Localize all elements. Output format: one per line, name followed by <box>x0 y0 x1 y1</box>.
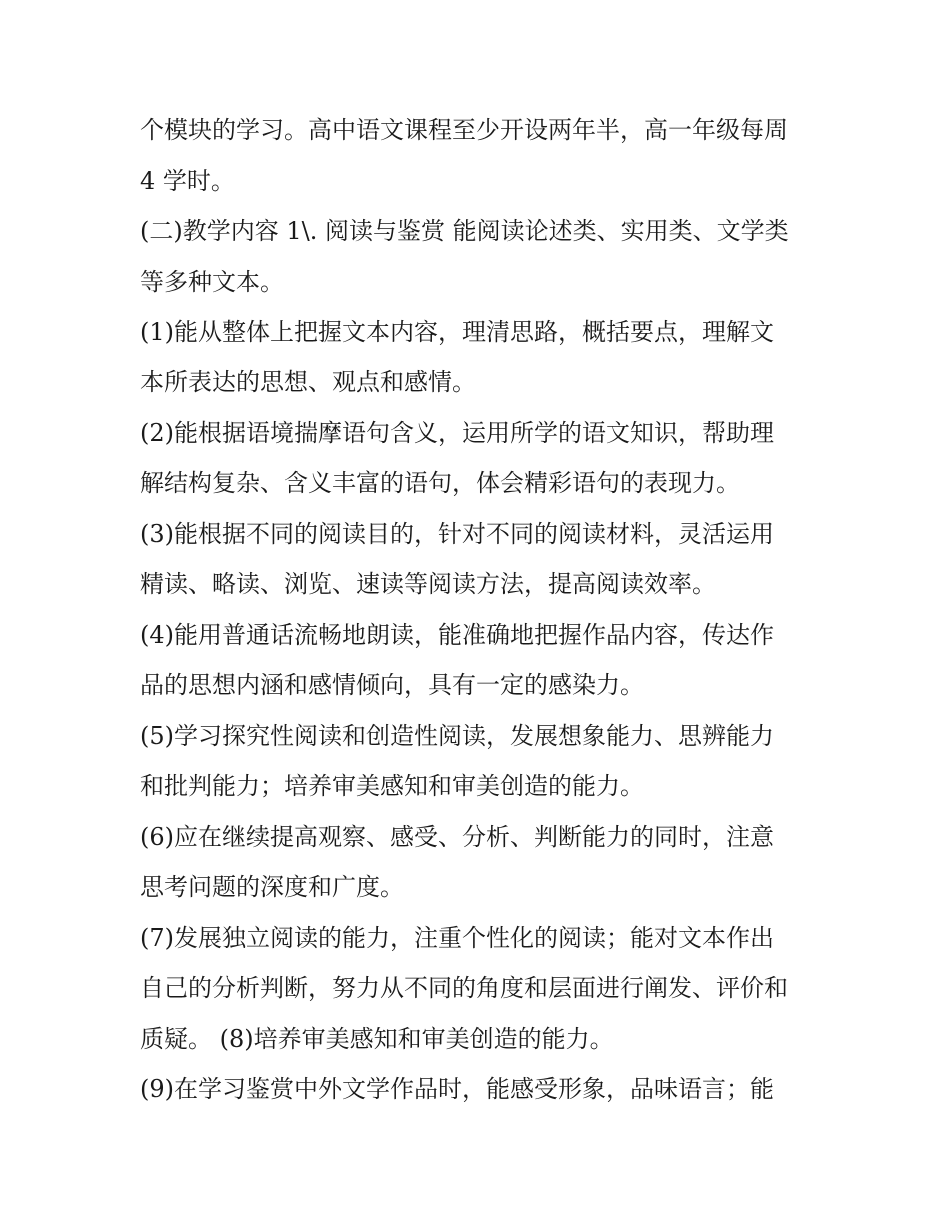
text-line: 等多种文本。 <box>140 268 284 296</box>
text-line: (2)能根据语境揣摩语句含义，运用所学的语文知识，帮助理 <box>140 419 774 447</box>
text-line: (7)发展独立阅读的能力，注重个性化的阅读；能对文本作出 <box>140 924 774 952</box>
text-line: (9)在学习鉴赏中外文学作品时，能感受形象，品味语言；能 <box>140 1075 774 1103</box>
text-line: 精读、略读、浏览、速读等阅读方法，提高阅读效率。 <box>140 570 716 598</box>
text-line: (3)能根据不同的阅读目的，针对不同的阅读材料，灵活运用 <box>140 520 774 548</box>
text-line: 个模块的学习。高中语文课程至少开设两年半，高一年级每周 <box>140 116 788 144</box>
text-line: (二)教学内容 1\. 阅读与鉴赏 能阅读论述类、实用类、文学类 <box>140 217 789 245</box>
text-line: (6)应在继续提高观察、感受、分析、判断能力的同时，注意 <box>140 823 774 851</box>
text-line: 本所表达的思想、观点和感情。 <box>140 368 476 396</box>
text-line: 和批判能力；培养审美感知和审美创造的能力。 <box>140 772 644 800</box>
text-line: 思考问题的深度和广度。 <box>140 873 404 901</box>
text-line: 4 学时。 <box>140 167 235 195</box>
text-line: 自己的分析判断，努力从不同的角度和层面进行阐发、评价和 <box>140 974 788 1002</box>
text-line: (4)能用普通话流畅地朗读，能准确地把握作品内容，传达作 <box>140 621 774 649</box>
text-line: 质疑。 (8)培养审美感知和审美创造的能力。 <box>140 1025 614 1053</box>
text-line: 品的思想内涵和感情倾向，具有一定的感染力。 <box>140 671 644 699</box>
text-line: (5)学习探究性阅读和创造性阅读，发展想象能力、思辨能力 <box>140 722 774 750</box>
text-line: (1)能从整体上把握文本内容，理清思路，概括要点，理解文 <box>140 318 774 346</box>
text-line: 解结构复杂、含义丰富的语句，体会精彩语句的表现力。 <box>140 469 740 497</box>
